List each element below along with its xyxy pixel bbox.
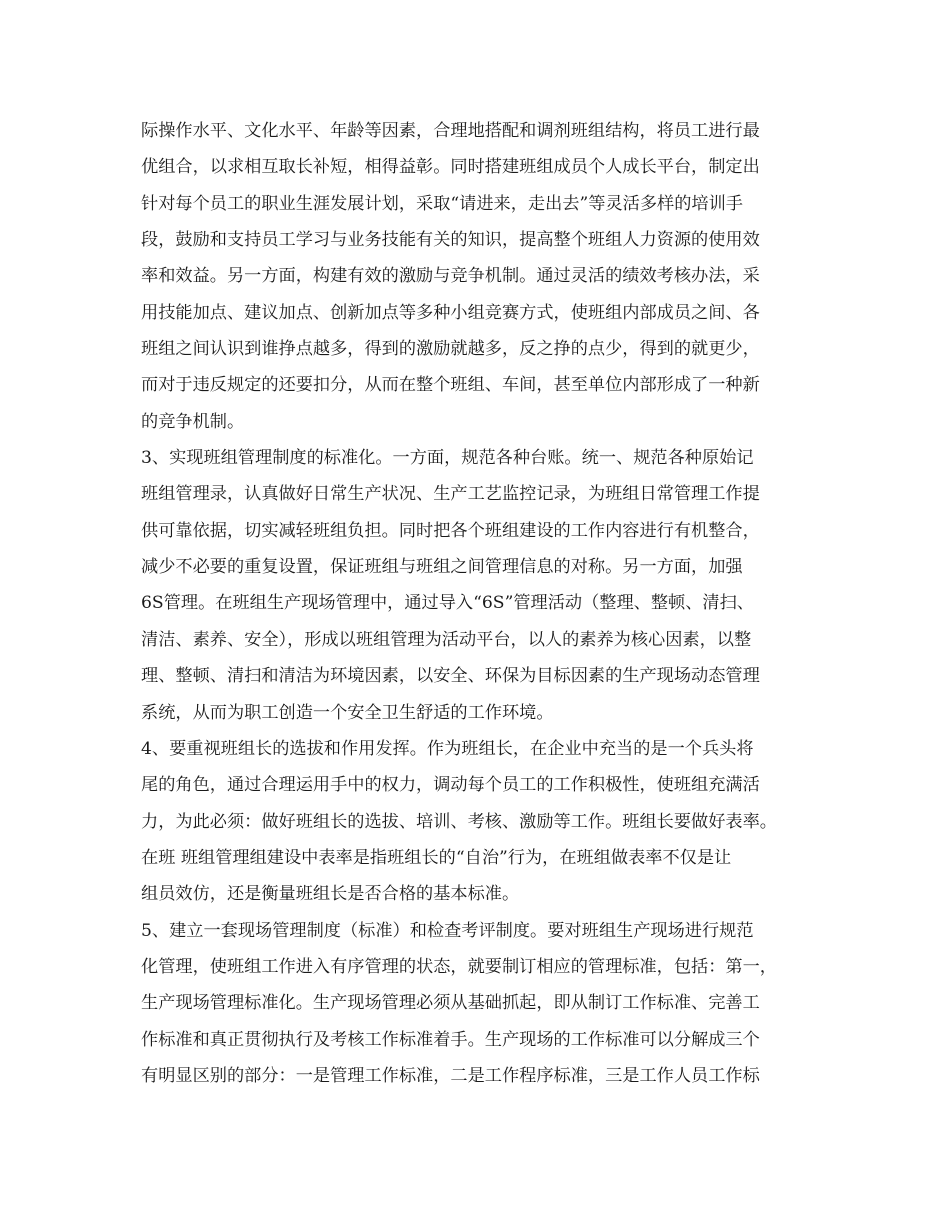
paragraph-line: 作标准和真正贯彻执行及考核工作标准着手。生产现场的工作标准可以分解成三个 <box>141 1029 760 1050</box>
paragraph-line: 尾的角色，通过合理运用手中的权力，调动每个员工的工作积极性，使班组充满活 <box>141 775 760 796</box>
paragraph-line: 而对于违反规定的还要扣分，从而在整个班组、车间，甚至单位内部形成了一种新 <box>141 375 760 396</box>
paragraph-line: 力，为此必须：做好班组长的选拔、培训、考核、激励等工作。班组长要做好表率。 <box>141 811 777 832</box>
paragraph-line: 组员效仿，还是衡量班组长是否合格的基本标准。 <box>141 884 520 905</box>
paragraph-line: 3、实现班组管理制度的标准化。一方面，规范各种台账。统一、规范各种原始记 <box>141 448 754 469</box>
paragraph-line: 针对每个员工的职业生涯发展计划，采取“请进来，走出去”等灵活多样的培训手 <box>141 193 743 214</box>
document-body <box>141 113 821 1094</box>
paragraph-line: 供可靠依据，切实减轻班组负担。同时把各个班组建设的工作内容进行有机整合， <box>141 520 760 541</box>
paragraph-line: 在班 班组管理组建设中表率是指班组长的“自治”行为，在班组做表率不仅是让 <box>141 847 732 868</box>
paragraph-line: 段，鼓励和支持员工学习与业务技能有关的知识，提高整个班组人力资源的使用效 <box>141 230 760 251</box>
paragraph-line: 用技能加点、建议加点、创新加点等多种小组竞赛方式，使班组内部成员之间、各 <box>141 302 760 323</box>
paragraph-line: 6S管理。在班组生产现场管理中，通过导入“6S”管理活动（整理、整顿、清扫、 <box>141 593 754 614</box>
paragraph-line: 4、要重视班组长的选拔和作用发挥。作为班组长，在企业中充当的是一个兵头将 <box>141 738 754 759</box>
paragraph-line: 率和效益。另一方面，构建有效的激励与竞争机制。通过灵活的绩效考核办法，采 <box>141 266 760 287</box>
paragraph-line: 班组管理录，认真做好日常生产状况、生产工艺监控记录，为班组日常管理工作提 <box>141 484 760 505</box>
paragraph-line: 有明显区别的部分：一是管理工作标准，二是工作程序标准，三是工作人员工作标 <box>141 1065 760 1086</box>
paragraph-line: 理、整顿、清扫和清洁为环境因素，以安全、环保为目标因素的生产现场动态管理 <box>141 666 760 687</box>
paragraph-line: 清洁、素养、安全），形成以班组管理为活动平台，以人的素养为核心因素，以整 <box>141 629 752 650</box>
paragraph-line: 生产现场管理标准化。生产现场管理必须从基础抓起，即从制订工作标准、完善工 <box>141 993 760 1014</box>
paragraph-line: 的竞争机制。 <box>141 411 245 432</box>
paragraph-line: 化管理，使班组工作进入有序管理的状态，就要制订相应的管理标准，包括：第一， <box>141 956 777 977</box>
paragraph-line: 班组之间认识到谁挣点越多，得到的激励就越多，反之挣的点少，得到的就更少， <box>141 339 760 360</box>
paragraph-line: 际操作水平、文化水平、年龄等因素，合理地搭配和调剂班组结构，将员工进行最 <box>141 121 760 141</box>
paragraph-line: 优组合，以求相互取长补短，相得益彰。同时搭建班组成员个人成长平台，制定出 <box>141 157 760 178</box>
paragraph-line: 5、建立一套现场管理制度（标准）和检查考评制度。要对班组生产现场进行规范 <box>141 920 754 941</box>
paragraph-line: 减少不必要的重复设置，保证班组与班组之间管理信息的对称。另一方面，加强 <box>141 557 743 578</box>
paragraph-line: 系统，从而为职工创造一个安全卫生舒适的工作环境。 <box>141 702 554 723</box>
